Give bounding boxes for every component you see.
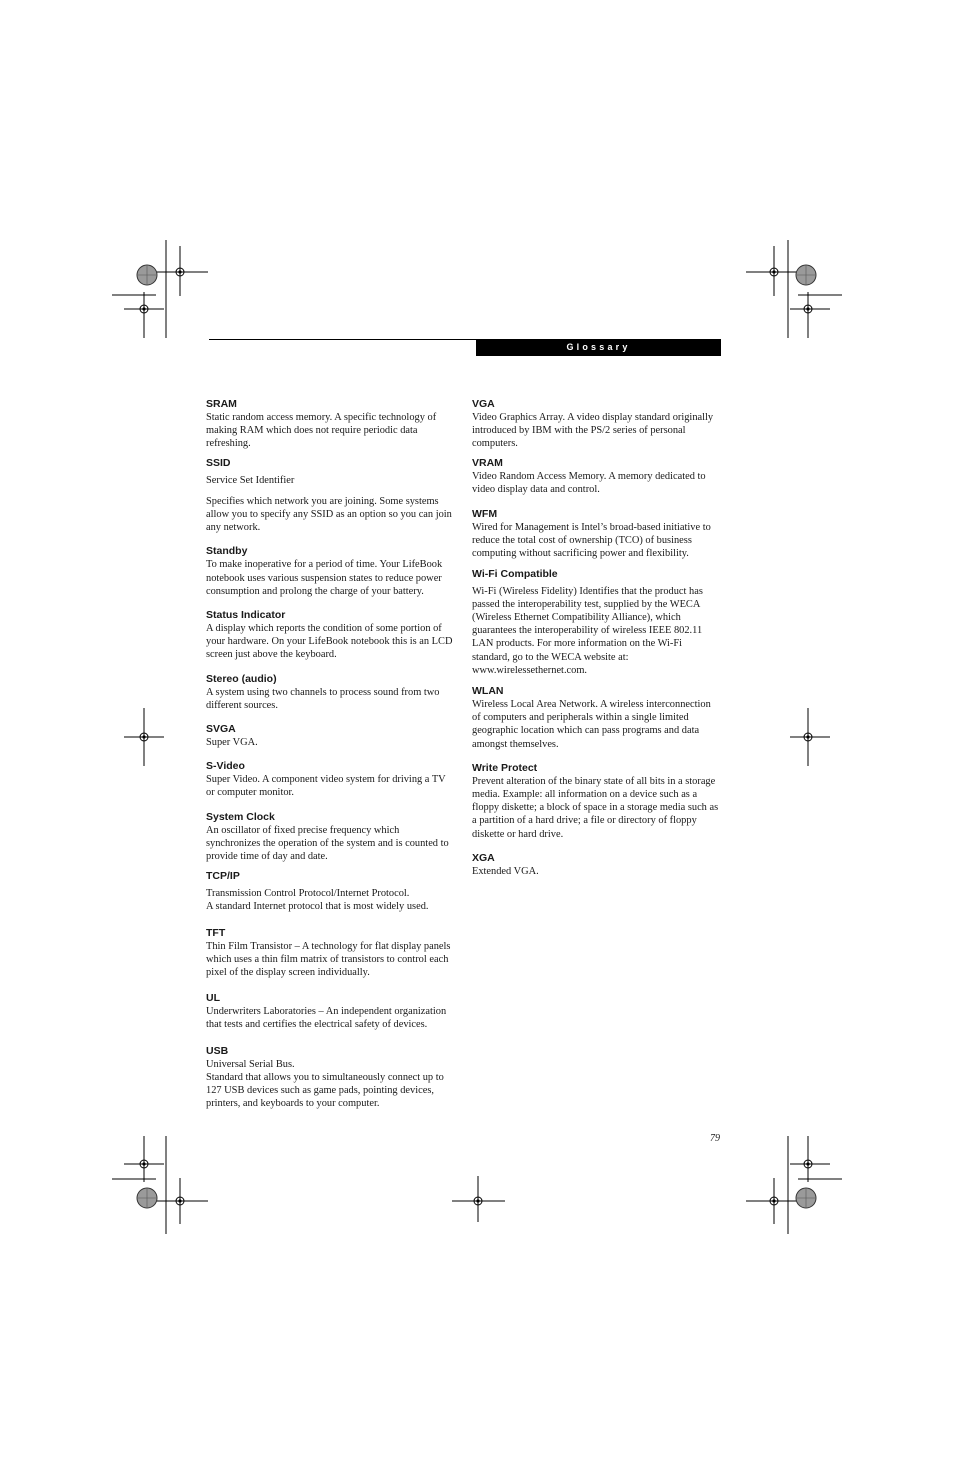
glossary-definition: Prevent alteration of the binary state of all bits in a storage media. Example: all information on a device such as a floppy diskette; a block of space in a storage media such as a partition of a hard drive; a file or directory of floppy diskette or hard drive.: [472, 775, 719, 840]
glossary-term: USB: [206, 1044, 229, 1057]
glossary-column-right: [472, 397, 720, 878]
glossary-entry: [472, 761, 720, 841]
glossary-entry: [206, 759, 454, 799]
glossary-entry: [206, 397, 454, 451]
glossary-term: SSID: [206, 456, 231, 469]
glossary-entry: [206, 926, 454, 980]
glossary-entry: [472, 397, 720, 451]
glossary-entry: [206, 722, 454, 749]
glossary-entry: [472, 507, 720, 561]
glossary-definition: Thin Film Transistor – A technology for flat display panels which uses a thin film matrix of transistors to control each pixel of the display screen individually.: [206, 940, 451, 979]
glossary-definition: Universal Serial Bus.: [206, 1058, 295, 1070]
glossary-definition: Underwriters Laboratories – An independent organization that tests and certifies the electrical safety of devices.: [206, 1006, 447, 1031]
glossary-entry: [472, 456, 720, 496]
glossary-definition: Extended VGA.: [472, 865, 539, 877]
glossary-term: VGA: [472, 398, 495, 410]
glossary-term: S-Video: [206, 760, 245, 773]
glossary-definition: Service Set Identifier: [206, 474, 295, 486]
section-title: Glossary: [476, 339, 721, 356]
glossary-entry: [206, 672, 454, 712]
glossary-definition: An oscillator of fixed precise frequency which synchronizes the operation of the system and is counted to provide time of day and date.: [206, 824, 449, 863]
glossary-definition: To make inoperative for a period of time. Your LifeBook notebook uses various suspension states to reduce power consumption and prolong the charge of your battery.: [206, 559, 443, 597]
glossary-term: Stereo (audio): [206, 672, 277, 685]
glossary-term: WLAN: [472, 685, 504, 698]
glossary-definition: Standard that allows you to simultaneously connect up to 127 USB devices such as game pads, pointing devices, printers, and keyboards to your computer.: [206, 1071, 444, 1110]
glossary-definition: Wireless Local Area Network. A wireless interconnection of computers and peripherals within a single limited geographic location which can pass programs and data amongst themselves.: [472, 699, 711, 750]
glossary-definition: Wired for Management is Intel’s broad-based initiative to reduce the total cost of ownership (TCO) of business computing without sacrificing power and flexibility.: [472, 522, 711, 560]
glossary-term: Standby: [206, 545, 248, 558]
glossary-definition: A standard Internet protocol that is most widely used.: [206, 901, 429, 913]
glossary-term: SVGA: [206, 723, 236, 736]
glossary-term: WFM: [472, 508, 498, 521]
glossary-term: TFT: [206, 926, 226, 939]
glossary-entry: [206, 810, 454, 864]
glossary-definition: Wi-Fi (Wireless Fidelity) Identifies that the product has passed the interoperability test, supplied by the WECA (Wireless Ethernet Compatibility Alliance), which guarantees the interoperability of wireless IEEE 802.11 LAN products. For more information on the Wi-Fi standard, go to the WECA website at: www.wirelessethernet.com.: [472, 585, 703, 676]
glossary-term: SRAM: [206, 398, 237, 410]
page-number: 79: [710, 1133, 720, 1144]
glossary-term: UL: [206, 992, 220, 1005]
glossary-entry: [472, 851, 720, 878]
glossary-definition: A display which reports the condition of some portion of your hardware. On your LifeBook notebook this is an LCD screen just above the keyboard.: [206, 623, 453, 661]
glossary-term: Status Indicator: [206, 609, 286, 622]
glossary-term: Wi-Fi Compatible: [472, 567, 558, 580]
glossary-entry: [206, 1044, 454, 1111]
glossary-column-left: [206, 397, 454, 1111]
glossary-definition: Video Random Access Memory. A memory dedicated to video display data and control.: [472, 470, 706, 495]
glossary-entry: [206, 544, 454, 598]
glossary-term: TCP/IP: [206, 870, 240, 883]
glossary-entry: [472, 684, 720, 751]
glossary-entry: [206, 991, 454, 1031]
glossary-term: Write Protect: [472, 761, 538, 774]
glossary-entry: [206, 869, 454, 913]
glossary-definition: Transmission Control Protocol/Internet Protocol.: [206, 888, 410, 900]
glossary-term: VRAM: [472, 456, 503, 469]
glossary-definition: Specifies which network you are joining. Some systems allow you to specify any SSID as an option so you can join any network.: [206, 495, 452, 534]
glossary-entry: [206, 456, 454, 535]
glossary-definition: Static random access memory. A specific technology of making RAM which does not require periodic data refreshing.: [206, 412, 437, 450]
glossary-term: XGA: [472, 851, 495, 864]
glossary-definition: Super VGA.: [206, 737, 258, 749]
glossary-entry: [206, 608, 454, 662]
glossary-term: System Clock: [206, 810, 275, 823]
glossary-definition: A system using two channels to process sound from two different sources.: [206, 686, 440, 711]
glossary-definition: Super Video. A component video system for driving a TV or computer monitor.: [206, 774, 446, 799]
glossary-definition: Video Graphics Array. A video display standard originally introduced by IBM with the PS/2 series of personal computers.: [472, 412, 714, 450]
glossary-entry: [472, 567, 720, 677]
